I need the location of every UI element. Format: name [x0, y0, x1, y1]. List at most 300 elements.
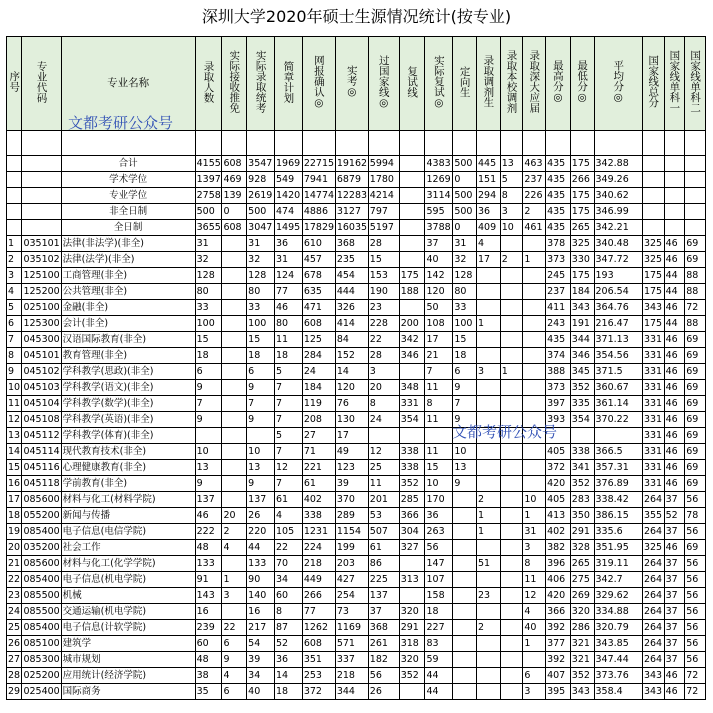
table-cell: 137	[368, 588, 399, 604]
table-cell: 283	[570, 492, 594, 508]
table-cell: 72	[685, 300, 706, 316]
table-cell	[523, 268, 546, 284]
table-cell	[7, 204, 22, 220]
table-cell: 24	[7, 604, 22, 620]
table-row	[7, 652, 706, 668]
table-cell: 085300	[22, 652, 61, 668]
table-cell: 035101	[22, 236, 61, 252]
table-cell: 328	[570, 540, 594, 556]
table-cell: 264	[642, 556, 664, 572]
table-cell: 200	[399, 316, 425, 332]
spacer-cell	[399, 131, 425, 156]
table-cell: 46	[664, 380, 685, 396]
header-cell	[335, 37, 368, 131]
table-cell: 11	[425, 380, 453, 396]
table-cell	[22, 204, 61, 220]
table-cell	[22, 188, 61, 204]
table-cell: 公共管理(非全)	[61, 284, 195, 300]
table-cell: 8	[500, 188, 523, 204]
table-cell: 330	[570, 252, 594, 268]
table-cell: 263	[425, 524, 453, 540]
table-cell	[453, 556, 477, 572]
table-cell	[500, 444, 523, 460]
table-cell: 340.62	[594, 188, 642, 204]
table-cell: 120	[425, 284, 453, 300]
table-cell	[523, 284, 546, 300]
spacer-cell	[477, 131, 501, 156]
header-cell	[275, 37, 303, 131]
header-cell	[61, 37, 195, 131]
table-cell	[477, 348, 501, 364]
table-cell: 80	[275, 316, 303, 332]
table-cell	[399, 252, 425, 268]
table-cell: 797	[368, 204, 399, 220]
table-cell: 435	[546, 156, 571, 172]
table-cell: 31	[247, 236, 275, 252]
table-cell: 193	[594, 268, 642, 284]
table-cell: 3	[523, 684, 546, 700]
table-cell: 222	[195, 524, 222, 540]
table-cell	[453, 588, 477, 604]
table-cell: 8	[523, 556, 546, 572]
table-cell: 9	[247, 380, 275, 396]
table-cell: 402	[302, 492, 335, 508]
table-cell: 84	[335, 332, 368, 348]
table-cell: 133	[195, 556, 222, 572]
table-cell	[399, 156, 425, 172]
table-cell: 474	[275, 204, 303, 220]
table-cell: 10	[425, 476, 453, 492]
table-cell	[500, 588, 523, 604]
table-cell: 12283	[335, 188, 368, 204]
table-cell: 147	[425, 556, 453, 572]
table-cell: 045112	[22, 428, 61, 444]
table-cell: 22	[7, 572, 22, 588]
table-cell: 100	[195, 316, 222, 332]
table-cell: 9	[7, 364, 22, 380]
header-label: 实考◎	[345, 65, 358, 98]
table-cell	[453, 668, 477, 684]
table-cell: 264	[642, 492, 664, 508]
table-cell	[500, 236, 523, 252]
table-cell: 合计	[61, 156, 195, 172]
table-cell: 11	[7, 396, 22, 412]
table-cell: 9	[195, 412, 222, 428]
table-cell: 392	[546, 652, 571, 668]
table-cell: 46	[664, 460, 685, 476]
table-cell: 085400	[22, 572, 61, 588]
table-cell: 382	[546, 540, 571, 556]
table-cell	[685, 188, 706, 204]
table-cell: 352	[570, 476, 594, 492]
table-cell: 045108	[22, 412, 61, 428]
header-cell	[685, 37, 706, 131]
table-cell	[222, 556, 247, 572]
header-label: 录取人数	[202, 60, 215, 103]
table-cell: 37	[664, 572, 685, 588]
table-cell: 专业学位	[61, 188, 195, 204]
table-cell: 435	[546, 204, 571, 220]
table-cell: 33	[453, 300, 477, 316]
table-cell: 461	[523, 220, 546, 236]
header-label: 定向生	[458, 65, 471, 98]
table-cell: 254	[335, 588, 368, 604]
table-row	[7, 556, 706, 572]
table-cell: 227	[425, 620, 453, 636]
table-cell: 368	[335, 236, 368, 252]
table-cell: 52	[275, 636, 303, 652]
table-cell: 225	[368, 572, 399, 588]
table-cell: 88	[685, 268, 706, 284]
table-cell: 31	[523, 524, 546, 540]
spacer-cell	[247, 131, 275, 156]
table-cell: 52	[664, 508, 685, 524]
table-cell: 358.4	[594, 684, 642, 700]
table-cell	[222, 348, 247, 364]
table-cell: 2	[7, 252, 22, 268]
table-cell: 46	[664, 540, 685, 556]
table-cell: 9	[222, 652, 247, 668]
table-cell: 22715	[302, 156, 335, 172]
table-cell: 学术学位	[61, 172, 195, 188]
table-cell: 全日制	[61, 220, 195, 236]
table-cell: 19	[7, 524, 22, 540]
table-cell: 318	[399, 636, 425, 652]
table-cell	[477, 460, 501, 476]
table-cell: 31	[195, 236, 222, 252]
table-cell	[523, 236, 546, 252]
table-cell	[222, 428, 247, 444]
table-cell: 331	[642, 444, 664, 460]
table-cell: 12	[7, 412, 22, 428]
table-cell: 208	[302, 412, 335, 428]
table-cell: 26	[247, 508, 275, 524]
table-cell: 261	[368, 636, 399, 652]
table-cell: 9	[453, 476, 477, 492]
table-cell: 4383	[425, 156, 453, 172]
table-cell	[523, 652, 546, 668]
table-cell: 1	[523, 636, 546, 652]
table-cell: 61	[275, 492, 303, 508]
table-cell: 0	[453, 172, 477, 188]
table-cell: 4	[222, 540, 247, 556]
table-cell: 78	[685, 508, 706, 524]
table-cell: 14	[7, 444, 22, 460]
table-cell: 28	[368, 236, 399, 252]
table-cell: 1	[500, 364, 523, 380]
table-cell	[453, 492, 477, 508]
table-cell: 264	[642, 524, 664, 540]
table-cell: 9	[453, 380, 477, 396]
table-cell: 124	[275, 268, 303, 284]
table-cell: 338	[570, 444, 594, 460]
table-cell: 53	[368, 508, 399, 524]
table-cell	[477, 540, 501, 556]
table-cell: 学科教学(英语)(非全)	[61, 412, 195, 428]
table-cell: 88	[685, 316, 706, 332]
table-cell	[222, 396, 247, 412]
table-cell: 46	[664, 348, 685, 364]
table-cell: 125300	[22, 316, 61, 332]
table-cell: 69	[685, 428, 706, 444]
table-cell: 371.5	[594, 364, 642, 380]
table-cell	[222, 364, 247, 380]
table-cell: 201	[368, 492, 399, 508]
table-cell	[22, 172, 61, 188]
table-cell: 69	[685, 364, 706, 380]
table-cell: 331	[642, 460, 664, 476]
table-cell: 54	[247, 636, 275, 652]
table-row	[7, 460, 706, 476]
table-cell: 14	[275, 668, 303, 684]
table-cell: 266	[302, 588, 335, 604]
table-cell: 175	[570, 156, 594, 172]
table-cell	[477, 396, 501, 412]
table-cell	[685, 204, 706, 220]
table-cell: 342.21	[594, 220, 642, 236]
table-cell: 14774	[302, 188, 335, 204]
table-cell: 3	[523, 540, 546, 556]
table-cell: 184	[570, 284, 594, 300]
table-cell: 376.89	[594, 476, 642, 492]
page-title: 深圳大学2020年硕士生源情况统计(按专业)	[201, 7, 512, 26]
table-cell: 16	[247, 604, 275, 620]
table-cell: 10	[195, 444, 222, 460]
table-cell: 354	[570, 412, 594, 428]
table-cell	[222, 476, 247, 492]
table-cell: 264	[642, 652, 664, 668]
table-cell: 69	[685, 444, 706, 460]
table-cell	[399, 220, 425, 236]
table-cell: 15	[247, 332, 275, 348]
table-cell: 14	[335, 364, 368, 380]
table-cell: 175	[642, 284, 664, 300]
table-cell: 建筑学	[61, 636, 195, 652]
table-cell: 7	[275, 412, 303, 428]
table-row	[7, 300, 706, 316]
table-cell: 工商管理(非全)	[61, 268, 195, 284]
table-cell: 12	[368, 444, 399, 460]
table-cell	[399, 188, 425, 204]
table-cell: 128	[195, 268, 222, 284]
table-cell: 125200	[22, 284, 61, 300]
table-cell: 7	[7, 332, 22, 348]
header-cell	[664, 37, 685, 131]
table-cell: 交通运输(机电学院)	[61, 604, 195, 620]
table-cell: 32	[453, 252, 477, 268]
table-cell: 406	[546, 572, 571, 588]
table-cell: 635	[302, 284, 335, 300]
table-cell	[500, 316, 523, 332]
table-cell: 36	[275, 236, 303, 252]
table-cell: 材料与化工(化学学院)	[61, 556, 195, 572]
table-cell	[500, 604, 523, 620]
table-cell: 72	[685, 684, 706, 700]
table-cell	[222, 236, 247, 252]
table-cell	[399, 428, 425, 444]
table-cell: 46	[664, 444, 685, 460]
table-cell	[222, 460, 247, 476]
table-cell: 1495	[275, 220, 303, 236]
spacer-cell	[195, 131, 222, 156]
table-cell: 372	[546, 460, 571, 476]
table-cell: 137	[195, 492, 222, 508]
table-cell	[453, 428, 477, 444]
table-cell: 373	[546, 252, 571, 268]
table-cell: 151	[477, 172, 501, 188]
table-cell: 445	[477, 156, 501, 172]
table-cell: 500	[247, 204, 275, 220]
table-cell	[664, 220, 685, 236]
table-cell: 学科教学(语文)(非全)	[61, 380, 195, 396]
table-cell: 264	[642, 636, 664, 652]
table-cell: 218	[302, 556, 335, 572]
table-cell: 1420	[275, 188, 303, 204]
table-cell: 22	[222, 620, 247, 636]
header-cell	[247, 37, 275, 131]
table-cell: 338.42	[594, 492, 642, 508]
table-cell: 6	[195, 364, 222, 380]
table-cell: 12	[523, 588, 546, 604]
table-cell	[500, 540, 523, 556]
table-cell: 20	[7, 540, 22, 556]
table-cell: 291	[570, 524, 594, 540]
table-cell: 608	[222, 156, 247, 172]
table-cell: 351	[302, 652, 335, 668]
table-cell: 435	[546, 172, 571, 188]
table-cell: 72	[685, 668, 706, 684]
table-cell: 245	[546, 268, 571, 284]
table-cell: 2	[477, 492, 501, 508]
table-cell: 175	[399, 268, 425, 284]
table-cell: 340.48	[594, 236, 642, 252]
table-cell: 275	[570, 572, 594, 588]
table-cell: 352	[399, 668, 425, 684]
table-cell: 教育管理(非全)	[61, 348, 195, 364]
table-cell	[523, 316, 546, 332]
header-label: 平均分◎	[612, 59, 625, 104]
table-cell: 120	[335, 380, 368, 396]
header-label: 实际接收推免	[228, 50, 241, 113]
table-cell	[222, 444, 247, 460]
table-cell: 汉语国际教育(非全)	[61, 332, 195, 348]
table-cell: 346	[399, 348, 425, 364]
table-cell: 342.7	[594, 572, 642, 588]
table-cell: 9	[195, 476, 222, 492]
table-cell	[523, 460, 546, 476]
table-cell: 17	[335, 428, 368, 444]
table-cell: 11	[425, 412, 453, 428]
table-cell: 571	[335, 636, 368, 652]
table-cell: 83	[425, 636, 453, 652]
table-cell: 610	[302, 236, 335, 252]
table-cell: 15	[7, 460, 22, 476]
table-cell: 15	[368, 252, 399, 268]
table-cell: 学科教学(数学)(非全)	[61, 396, 195, 412]
table-cell: 3	[222, 588, 247, 604]
table-cell: 346	[570, 348, 594, 364]
table-cell	[523, 332, 546, 348]
table-cell: 595	[425, 204, 453, 220]
table-cell: 60	[275, 588, 303, 604]
statistics-table	[6, 36, 706, 700]
header-label: 专业名称	[107, 77, 150, 89]
table-cell: 325	[570, 236, 594, 252]
table-cell: 46	[664, 668, 685, 684]
table-cell: 电子信息(机电学院)	[61, 572, 195, 588]
table-cell	[664, 172, 685, 188]
spacer-cell	[523, 131, 546, 156]
table-cell: 344	[570, 332, 594, 348]
table-cell: 39	[247, 652, 275, 668]
table-cell	[500, 508, 523, 524]
table-cell: 469	[222, 172, 247, 188]
table-cell	[453, 652, 477, 668]
table-cell: 新闻与传播	[61, 508, 195, 524]
table-cell: 13	[247, 460, 275, 476]
table-cell: 4214	[368, 188, 399, 204]
table-cell: 1	[222, 572, 247, 588]
header-cell	[399, 37, 425, 131]
table-cell: 199	[335, 540, 368, 556]
table-cell: 045104	[22, 396, 61, 412]
table-cell: 237	[523, 172, 546, 188]
table-cell: 035200	[22, 540, 61, 556]
table-cell: 338	[399, 460, 425, 476]
table-cell: 413	[546, 508, 571, 524]
table-cell: 175	[642, 316, 664, 332]
table-cell: 3	[7, 268, 22, 284]
table-cell: 22	[275, 540, 303, 556]
table-cell: 175	[642, 268, 664, 284]
table-cell: 城市规划	[61, 652, 195, 668]
table-cell: 140	[247, 588, 275, 604]
table-cell: 48	[195, 652, 222, 668]
table-cell: 69	[685, 380, 706, 396]
table-row	[7, 268, 706, 284]
table-cell: 37	[664, 620, 685, 636]
table-cell: 51	[477, 556, 501, 572]
spacer-row	[7, 131, 706, 156]
table-cell: 420	[546, 588, 571, 604]
table-cell: 182	[368, 652, 399, 668]
table-cell: 346.99	[594, 204, 642, 220]
table-cell: 352	[570, 380, 594, 396]
table-cell: 341	[570, 460, 594, 476]
table-cell	[664, 156, 685, 172]
table-cell: 3	[477, 364, 501, 380]
table-cell	[368, 428, 399, 444]
header-cell	[477, 37, 501, 131]
table-cell: 107	[425, 572, 453, 588]
table-cell: 085500	[22, 588, 61, 604]
table-cell: 2	[500, 252, 523, 268]
table-cell: 10	[523, 492, 546, 508]
table-cell: 80	[195, 284, 222, 300]
table-cell: 457	[302, 252, 335, 268]
table-cell: 44	[664, 284, 685, 300]
table-cell	[22, 220, 61, 236]
table-cell: 17	[425, 332, 453, 348]
table-cell: 158	[425, 588, 453, 604]
table-cell: 125100	[22, 268, 61, 284]
table-cell: 507	[368, 524, 399, 540]
table-cell: 4	[477, 236, 501, 252]
table-cell	[453, 604, 477, 620]
table-cell: 388	[546, 364, 571, 380]
table-cell	[546, 428, 571, 444]
table-cell: 269	[570, 588, 594, 604]
